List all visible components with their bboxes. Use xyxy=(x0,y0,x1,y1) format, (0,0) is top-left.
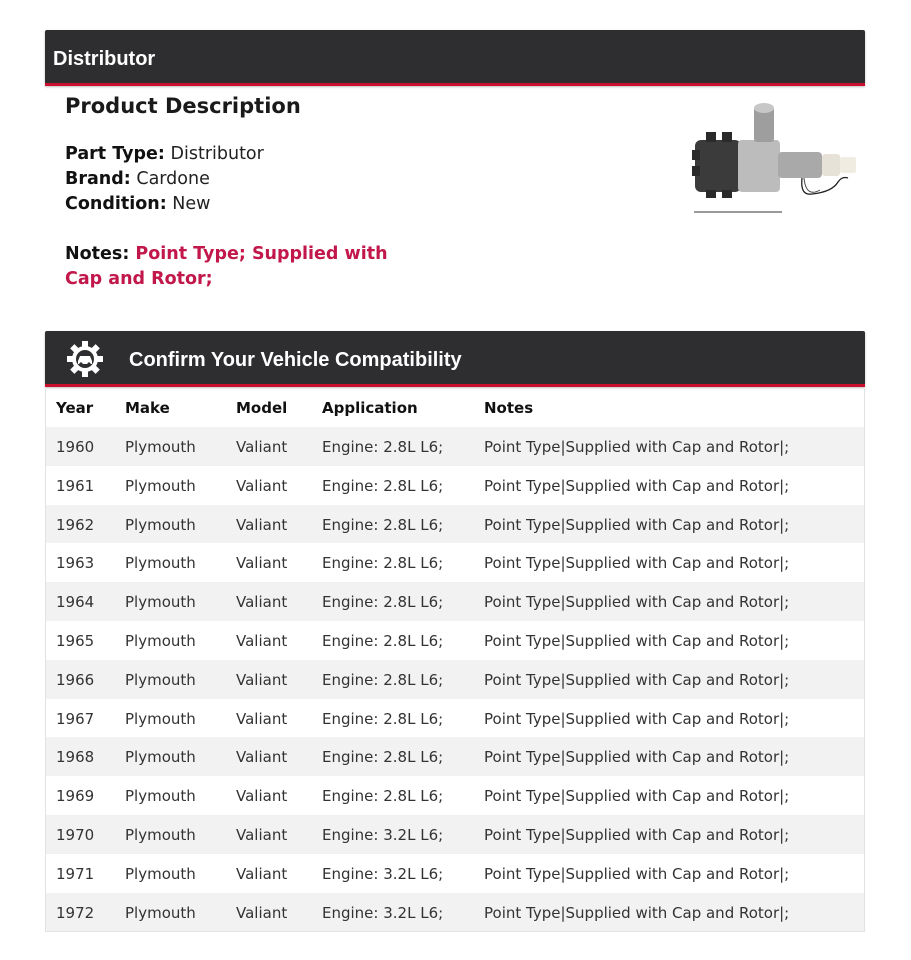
notes-cell: Point Type|Supplied with Cap and Rotor|; xyxy=(484,670,790,689)
column-header-make: Make xyxy=(125,399,170,417)
year-cell: 1964 xyxy=(56,593,95,612)
year-cell: 1966 xyxy=(56,670,95,689)
table-row xyxy=(46,776,864,815)
column-header-year: Year xyxy=(56,399,94,417)
notes-cell: Point Type|Supplied with Cap and Rotor|; xyxy=(484,631,790,650)
year-cell: 1968 xyxy=(56,748,95,767)
notes-cell: Point Type|Supplied with Cap and Rotor|; xyxy=(484,554,790,573)
table-row xyxy=(46,543,864,582)
spec-condition xyxy=(65,192,425,217)
make-cell: Plymouth xyxy=(125,709,196,728)
product-image xyxy=(692,98,864,218)
year-cell: 1960 xyxy=(56,438,95,456)
make-cell: Plymouth xyxy=(125,476,196,495)
application-cell: Engine: 2.8L L6; xyxy=(322,593,444,612)
year-cell: 1961 xyxy=(56,476,95,495)
application-cell: Engine: 2.8L L6; xyxy=(322,631,444,650)
notes-cell: Point Type|Supplied with Cap and Rotor|; xyxy=(484,864,790,883)
notes-cell: Point Type|Supplied with Cap and Rotor|; xyxy=(484,825,790,844)
year-cell: 1971 xyxy=(56,864,95,883)
notes-cell: Point Type|Supplied with Cap and Rotor|; xyxy=(484,787,790,806)
application-cell: Engine: 2.8L L6; xyxy=(322,554,444,573)
make-cell: Plymouth xyxy=(125,748,196,767)
table-row xyxy=(46,893,864,932)
spec-part-type xyxy=(65,142,425,167)
model-cell: Valiant xyxy=(236,787,288,806)
compatibility-table xyxy=(45,387,865,932)
notes-cell: Point Type|Supplied with Cap and Rotor|; xyxy=(484,748,790,767)
spec-value: New xyxy=(172,194,211,214)
notes xyxy=(65,242,425,292)
make-cell: Plymouth xyxy=(125,593,196,612)
make-cell: Plymouth xyxy=(125,903,196,922)
table-row xyxy=(46,427,864,466)
application-cell: Engine: 2.8L L6; xyxy=(322,515,444,534)
table-row xyxy=(46,466,864,505)
make-cell: Plymouth xyxy=(125,515,196,534)
spec-value: Distributor xyxy=(170,144,264,164)
application-cell: Engine: 2.8L L6; xyxy=(322,438,444,456)
compatibility-header xyxy=(45,331,865,387)
model-cell: Valiant xyxy=(236,903,288,922)
notes-cell: Point Type|Supplied with Cap and Rotor|; xyxy=(484,476,790,495)
table-row xyxy=(46,660,864,699)
table-row xyxy=(46,699,864,738)
application-cell: Engine: 3.2L L6; xyxy=(322,825,444,844)
section-header-distributor xyxy=(45,30,865,86)
make-cell: Plymouth xyxy=(125,554,196,573)
spec-value: Cardone xyxy=(136,169,210,189)
model-cell: Valiant xyxy=(236,631,288,650)
table-header-row xyxy=(46,387,864,427)
make-cell: Plymouth xyxy=(125,670,196,689)
make-cell: Plymouth xyxy=(125,825,196,844)
application-cell: Engine: 2.8L L6; xyxy=(322,748,444,767)
section-title: Distributor xyxy=(53,48,156,70)
notes-value: Point Type; Supplied with Cap and Rotor; xyxy=(65,244,388,289)
application-cell: Engine: 3.2L L6; xyxy=(322,864,444,883)
table-row xyxy=(46,854,864,893)
model-cell: Valiant xyxy=(236,709,288,728)
year-cell: 1970 xyxy=(56,825,95,844)
spec-label: Brand: xyxy=(65,169,131,189)
table-row xyxy=(46,621,864,660)
model-cell: Valiant xyxy=(236,554,288,573)
model-cell: Valiant xyxy=(236,593,288,612)
spec-list xyxy=(65,142,425,217)
year-cell: 1972 xyxy=(56,903,95,922)
year-cell: 1969 xyxy=(56,787,95,806)
spec-label: Part Type: xyxy=(65,144,165,164)
notes-cell: Point Type|Supplied with Cap and Rotor|; xyxy=(484,593,790,612)
table-row xyxy=(46,737,864,776)
product-description xyxy=(65,93,425,292)
make-cell: Plymouth xyxy=(125,631,196,650)
application-cell: Engine: 2.8L L6; xyxy=(322,709,444,728)
compatibility-title: Confirm Your Vehicle Compatibility xyxy=(129,349,462,371)
model-cell: Valiant xyxy=(236,864,288,883)
notes-cell: Point Type|Supplied with Cap and Rotor|; xyxy=(484,709,790,728)
column-header-notes: Notes xyxy=(484,399,534,417)
application-cell: Engine: 2.8L L6; xyxy=(322,670,444,689)
year-cell: 1967 xyxy=(56,709,95,728)
model-cell: Valiant xyxy=(236,670,288,689)
make-cell: Plymouth xyxy=(125,864,196,883)
table-row xyxy=(46,815,864,854)
table-row xyxy=(46,582,864,621)
application-cell: Engine: 2.8L L6; xyxy=(322,476,444,495)
column-header-model: Model xyxy=(236,399,288,417)
make-cell: Plymouth xyxy=(125,438,196,456)
notes-cell: Point Type|Supplied with Cap and Rotor|; xyxy=(484,515,790,534)
table-row xyxy=(46,505,864,544)
application-cell: Engine: 3.2L L6; xyxy=(322,903,444,922)
application-cell: Engine: 2.8L L6; xyxy=(322,787,444,806)
make-cell: Plymouth xyxy=(125,787,196,806)
notes-label: Notes: xyxy=(65,244,130,264)
notes-cell: Point Type|Supplied with Cap and Rotor|; xyxy=(484,903,790,922)
spec-brand xyxy=(65,167,425,192)
notes-cell: Point Type|Supplied with Cap and Rotor|; xyxy=(484,438,790,456)
column-header-application: Application xyxy=(322,399,418,417)
year-cell: 1962 xyxy=(56,515,95,534)
model-cell: Valiant xyxy=(236,476,288,495)
spec-label: Condition: xyxy=(65,194,167,214)
gear-car-icon xyxy=(65,339,105,379)
model-cell: Valiant xyxy=(236,748,288,767)
model-cell: Valiant xyxy=(236,515,288,534)
model-cell: Valiant xyxy=(236,825,288,844)
description-heading: Product Description xyxy=(65,94,301,118)
model-cell: Valiant xyxy=(236,438,288,456)
year-cell: 1963 xyxy=(56,554,95,573)
year-cell: 1965 xyxy=(56,631,95,650)
